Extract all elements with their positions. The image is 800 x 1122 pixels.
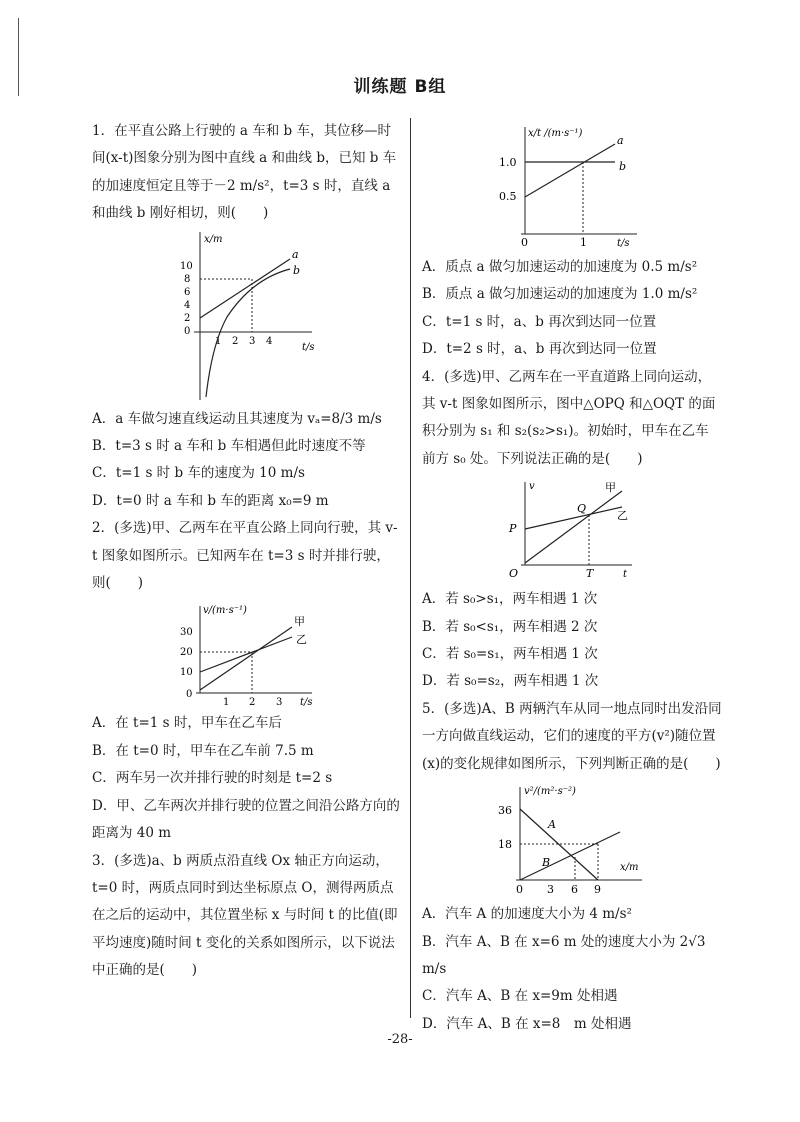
q3-label-b: b [619,160,627,173]
q1-xtick: 4 [266,335,273,347]
q2-vt-graph [172,601,322,706]
q3-ylabel: x/t /(m·s⁻¹) [528,128,583,139]
q1-option-a: A．a 车做匀速直线运动且其速度为 vₐ=8/3 m/s [92,410,382,427]
q1-option-d: D．t=0 时 a 车和 b 车的距离 x₀=9 m [92,492,329,509]
q3-xtick: 1 [580,236,587,249]
q2-option-a: A．在 t=1 s 时，甲车在乙车后 [92,715,282,732]
q2-ytick: 20 [180,647,193,659]
q2-stem: 2．(多选)甲、乙两车在平直公路上同向行驶，其 v-t 图象如图所示。已知两车在 t=3 s 时并排行驶，则( ) [92,520,398,592]
q2-xtick: 1 [223,697,230,707]
q3-option-d: D．t=2 s 时，a、b 再次到达同一位置 [422,341,657,358]
q1-xlabel: t/s [302,341,315,353]
q4-label-o: O [509,567,519,581]
q1-ytick: 10 [180,260,193,272]
q3-option-a: A．质点 a 做匀加速运动的加速度为 0.5 m/s² [422,259,698,275]
question-2 [92,515,402,847]
q1-option-c: C．t=1 s 时 b 车的速度为 10 m/s [92,465,305,482]
q5-xtick: 9 [594,883,601,897]
q2-xtick: 2 [249,697,256,707]
q1-xtick: 3 [249,335,256,347]
q4-stem: 4．(多选)甲、乙两车在一平直道路上同向运动，其 v-t 图象如图所示，图中△OPQ 和△OQT 的面积分别为 s₁ 和 s₂(s₂>s₁)。初始时，甲车在乙车前方 s₀ 处。下列说法正确的是( ) [422,368,716,467]
q3-stem: 3．(多选)a、b 两质点沿直线 Ox 轴正方向运动，t=0 时，两质点同时到达坐标原点 O，测得两质点在之后的运动中，其位置坐标 x 与时间 t 的比值(即平均速度)随时间 t 变化的关系如图所示，以下说法中正确的是( ) [92,852,398,979]
q5-line-b [520,832,620,880]
q1-label-b: b [293,263,301,277]
margin-line [18,18,19,96]
q1-xtick: 1 [215,335,222,347]
q4-option-b: B．若 s₀<s₁，两车相遇 2 次 [422,618,598,635]
q1-ytick: 0 [184,325,191,337]
q3-option-b: B．质点 a 做匀加速运动的加速度为 1.0 m/s² [422,286,698,303]
q5-ytick: 36 [498,804,512,818]
q5-ytick: 18 [498,838,512,852]
q1-xtick: 2 [232,335,239,347]
q5-option-b: B．汽车 A、B 在 x=6 m 处的速度大小为 2√3 m/s [422,933,706,977]
column-divider [410,118,411,1018]
q5-label-a: A [548,818,556,832]
q1-stem: 1．在平直公路上行驶的 a 车和 b 车，其位移—时间(x-t)图象分别为图中直线 a 和曲线 b，已知 b 车的加速度恒定且等于－2 m/s²，t=3 s 时，直线 a 和曲线 b 刚好相切，则( ) [92,123,397,222]
q4-ylabel: v [529,481,535,493]
q4-option-d: D．若 s₀=s₂，两车相遇 1 次 [422,673,599,690]
q5-stem: 5．(多选)A、B 两辆汽车从同一地点同时出发沿同一方向做直线运动，它们的速度的平方(v²)随位置(x)的变化规律如图所示，下列判断正确的是( ) [422,700,722,772]
q1-ytick: 6 [184,286,191,298]
q4-vt-graph [497,477,647,582]
q3-ytick: 1.0 [499,156,517,169]
question-1 [92,118,402,515]
q5-label-b: B [542,856,551,870]
q1-ylabel: x/m [204,233,223,245]
q4-line-yi [525,507,622,529]
q4-label-p: P [509,522,517,536]
q3-label-a: a [617,134,624,147]
q4-label-yi: 乙 [617,509,628,523]
q3-ytick: 0.5 [499,190,517,203]
q4-line-jia [525,491,622,563]
q4-option-a: A．若 s₀>s₁，两车相遇 1 次 [422,591,598,608]
q5-option-d: D．汽车 A、B 在 x=8 m 处相遇 [422,1015,632,1032]
q2-option-b: B．在 t=0 时，甲车在乙车前 7.5 m [92,742,314,759]
q4-option-c: C．若 s₀=s₁，两车相遇 1 次 [422,646,598,663]
q4-label-t: T [586,567,594,581]
q2-line-yi [200,637,292,672]
page-title: 训练题 B组 [353,77,447,97]
q3-xtick: 0 [521,236,528,249]
q2-xtick: 3 [276,697,283,707]
q2-ylabel: v/(m·s⁻¹) [203,605,247,617]
q2-ytick: 30 [180,627,193,639]
question-4 [422,364,722,696]
q1-ytick: 2 [184,312,191,324]
q4-xlabel: t [623,569,628,581]
q5-v2x-graph [492,782,652,897]
q5-xtick: 3 [547,883,554,897]
q2-option-d: D．甲、乙车两次并排行驶的位置之间沿公路方向的距离为 40 m [92,797,400,842]
q2-label-jia: 甲 [294,615,305,629]
left-column [92,118,402,985]
q1-option-b: B．t=3 s 时 a 车和 b 车相遇但此时速度不等 [92,438,366,455]
q5-ylabel: v²/(m²·s⁻²) [524,786,576,798]
q1-line-a [200,259,290,318]
q3-xlabel: t/s [617,238,630,249]
question-3 [92,848,402,985]
question-5 [422,696,722,1038]
q2-ytick: 0 [186,689,193,701]
q2-option-c: C．两车另一次并排行驶的时刻是 t=2 s [92,770,333,787]
q2-label-yi: 乙 [296,633,307,647]
q5-xtick: 6 [571,883,578,897]
page-number: -28- [387,1032,413,1047]
q2-ytick: 10 [180,667,193,679]
q1-curve-b [206,269,290,397]
q5-option-a: A．汽车 A 的加速度大小为 4 m/s² [422,906,632,923]
q5-xlabel: x/m [620,862,639,874]
q3-xt-over-t-graph [497,122,647,250]
q3-option-c: C．t=1 s 时，a、b 再次到达同一位置 [422,313,657,330]
q2-line-jia [200,627,292,690]
q4-label-q: Q [577,502,587,516]
q5-line-a [520,809,598,880]
q1-xt-graph [172,232,322,402]
q2-xlabel: t/s [300,697,313,707]
q1-ytick: 4 [184,299,191,311]
q5-xtick: 0 [516,883,523,897]
q4-label-jia: 甲 [605,481,616,495]
q1-label-a: a [292,247,299,261]
q3-line-a [525,144,615,197]
q5-option-c: C．汽车 A、B 在 x=9m 处相遇 [422,988,618,1005]
right-column [422,118,722,1038]
q1-ytick: 8 [184,273,191,285]
